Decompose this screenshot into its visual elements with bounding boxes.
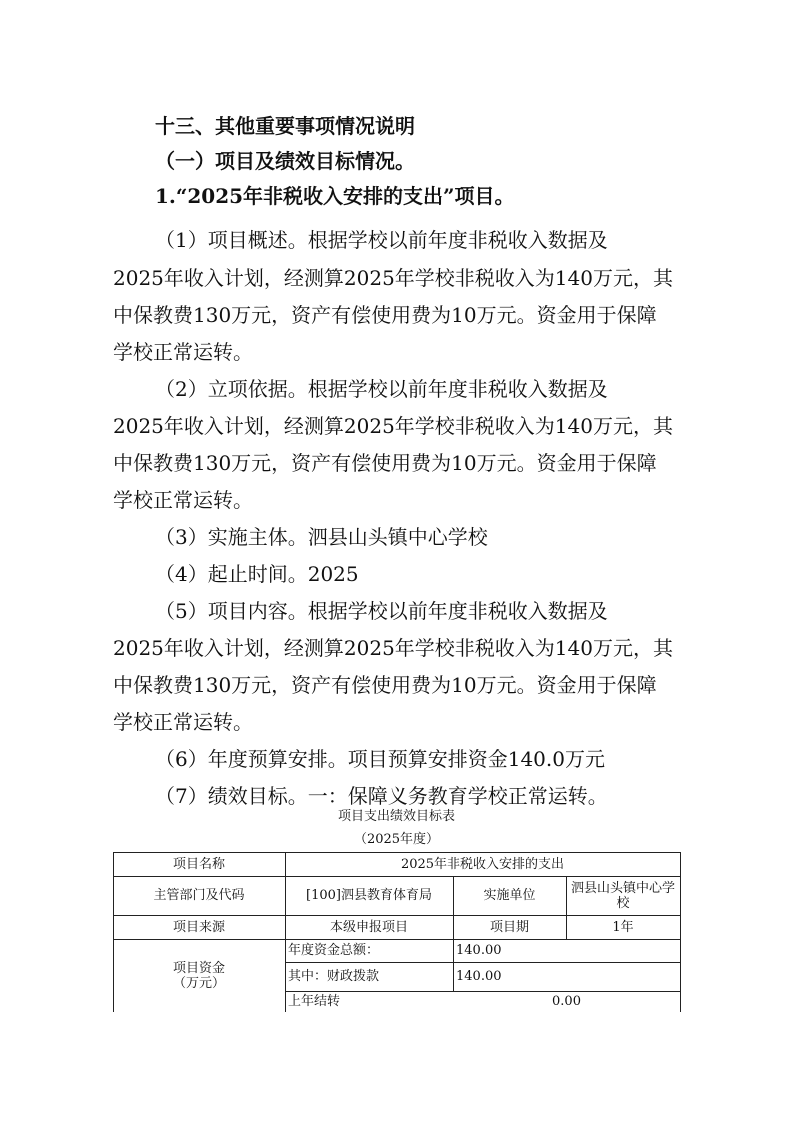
fiscal-value: 140.00 bbox=[456, 969, 502, 984]
paragraph-line: （5）项目内容。根据学校以前年度非税收入数据及 bbox=[155, 599, 608, 623]
section-heading: 十三、其他重要事项情况说明 bbox=[155, 114, 415, 138]
paragraph-line: 2025年收入计划，经测算2025年学校非税收入为140万元，其 bbox=[113, 266, 673, 290]
paragraph-line: （7）绩效目标。一：保障义务教育学校正常运转。 bbox=[155, 784, 608, 808]
table-border bbox=[680, 852, 681, 1012]
paragraph-line: 中保教费130万元，资产有偿使用费为10万元。资金用于保障 bbox=[113, 673, 657, 697]
paragraph-line: （2）立项依据。根据学校以前年度非税收入数据及 bbox=[155, 377, 608, 401]
paragraph-line: 中保教费130万元，资产有偿使用费为10万元。资金用于保障 bbox=[113, 303, 657, 327]
dept-value: [100]泗县教育体育局 bbox=[306, 888, 432, 903]
dept-label: 主管部门及代码 bbox=[153, 888, 245, 903]
paragraph-line: （4）起止时间。2025 bbox=[155, 562, 359, 586]
subsection-heading: （一）项目及绩效目标情况。 bbox=[155, 149, 415, 173]
project-name-value: 2025年非税收入安排的支出 bbox=[400, 856, 565, 872]
impl-value-line: 泗县山头镇中心学 bbox=[570, 880, 675, 896]
annual-total-value: 140.00 bbox=[456, 943, 502, 958]
paragraph-line: （6）年度预算安排。项目预算安排资金140.0万元 bbox=[155, 747, 605, 771]
paragraph-line: 2025年收入计划，经测算2025年学校非税收入为140万元，其 bbox=[113, 636, 673, 660]
paragraph-line: 学校正常运转。 bbox=[113, 710, 253, 734]
project-name-label: 项目名称 bbox=[172, 856, 225, 872]
carryover-label: 上年结转 bbox=[288, 994, 341, 1009]
carryover-value: 0.00 bbox=[552, 994, 581, 1009]
paragraph-line: 2025年收入计划，经测算2025年学校非税收入为140万元，其 bbox=[113, 414, 673, 438]
paragraph-line: 学校正常运转。 bbox=[113, 340, 253, 364]
annual-total-label: 年度资金总额： bbox=[288, 943, 380, 958]
period-value: 1年 bbox=[612, 919, 634, 935]
paragraph-line: 中保教费130万元，资产有偿使用费为10万元。资金用于保障 bbox=[113, 451, 657, 475]
source-value: 本级申报项目 bbox=[329, 919, 408, 935]
table-title: 项目支出绩效目标表 bbox=[337, 809, 455, 824]
item-heading: 1.“2025年非税收入安排的支出”项目。 bbox=[155, 184, 515, 208]
period-label: 项目期 bbox=[489, 919, 529, 935]
impl-label: 实施单位 bbox=[483, 888, 536, 903]
funds-label bbox=[113, 939, 285, 1012]
fiscal-label: 其中：财政拨款 bbox=[288, 969, 380, 984]
table-subtitle: （2025年度） bbox=[353, 832, 440, 847]
funds-label-line: 项目资金 bbox=[172, 960, 225, 976]
paragraph-line: （1）项目概述。根据学校以前年度非税收入数据及 bbox=[155, 228, 608, 252]
paragraph-line: 学校正常运转。 bbox=[113, 488, 253, 512]
paragraph-line: （3）实施主体。泗县山头镇中心学校 bbox=[155, 525, 488, 549]
impl-value bbox=[566, 876, 680, 915]
impl-value-line: 校 bbox=[616, 895, 630, 911]
source-label: 项目来源 bbox=[172, 919, 225, 935]
funds-label-line: （万元） bbox=[172, 975, 225, 991]
